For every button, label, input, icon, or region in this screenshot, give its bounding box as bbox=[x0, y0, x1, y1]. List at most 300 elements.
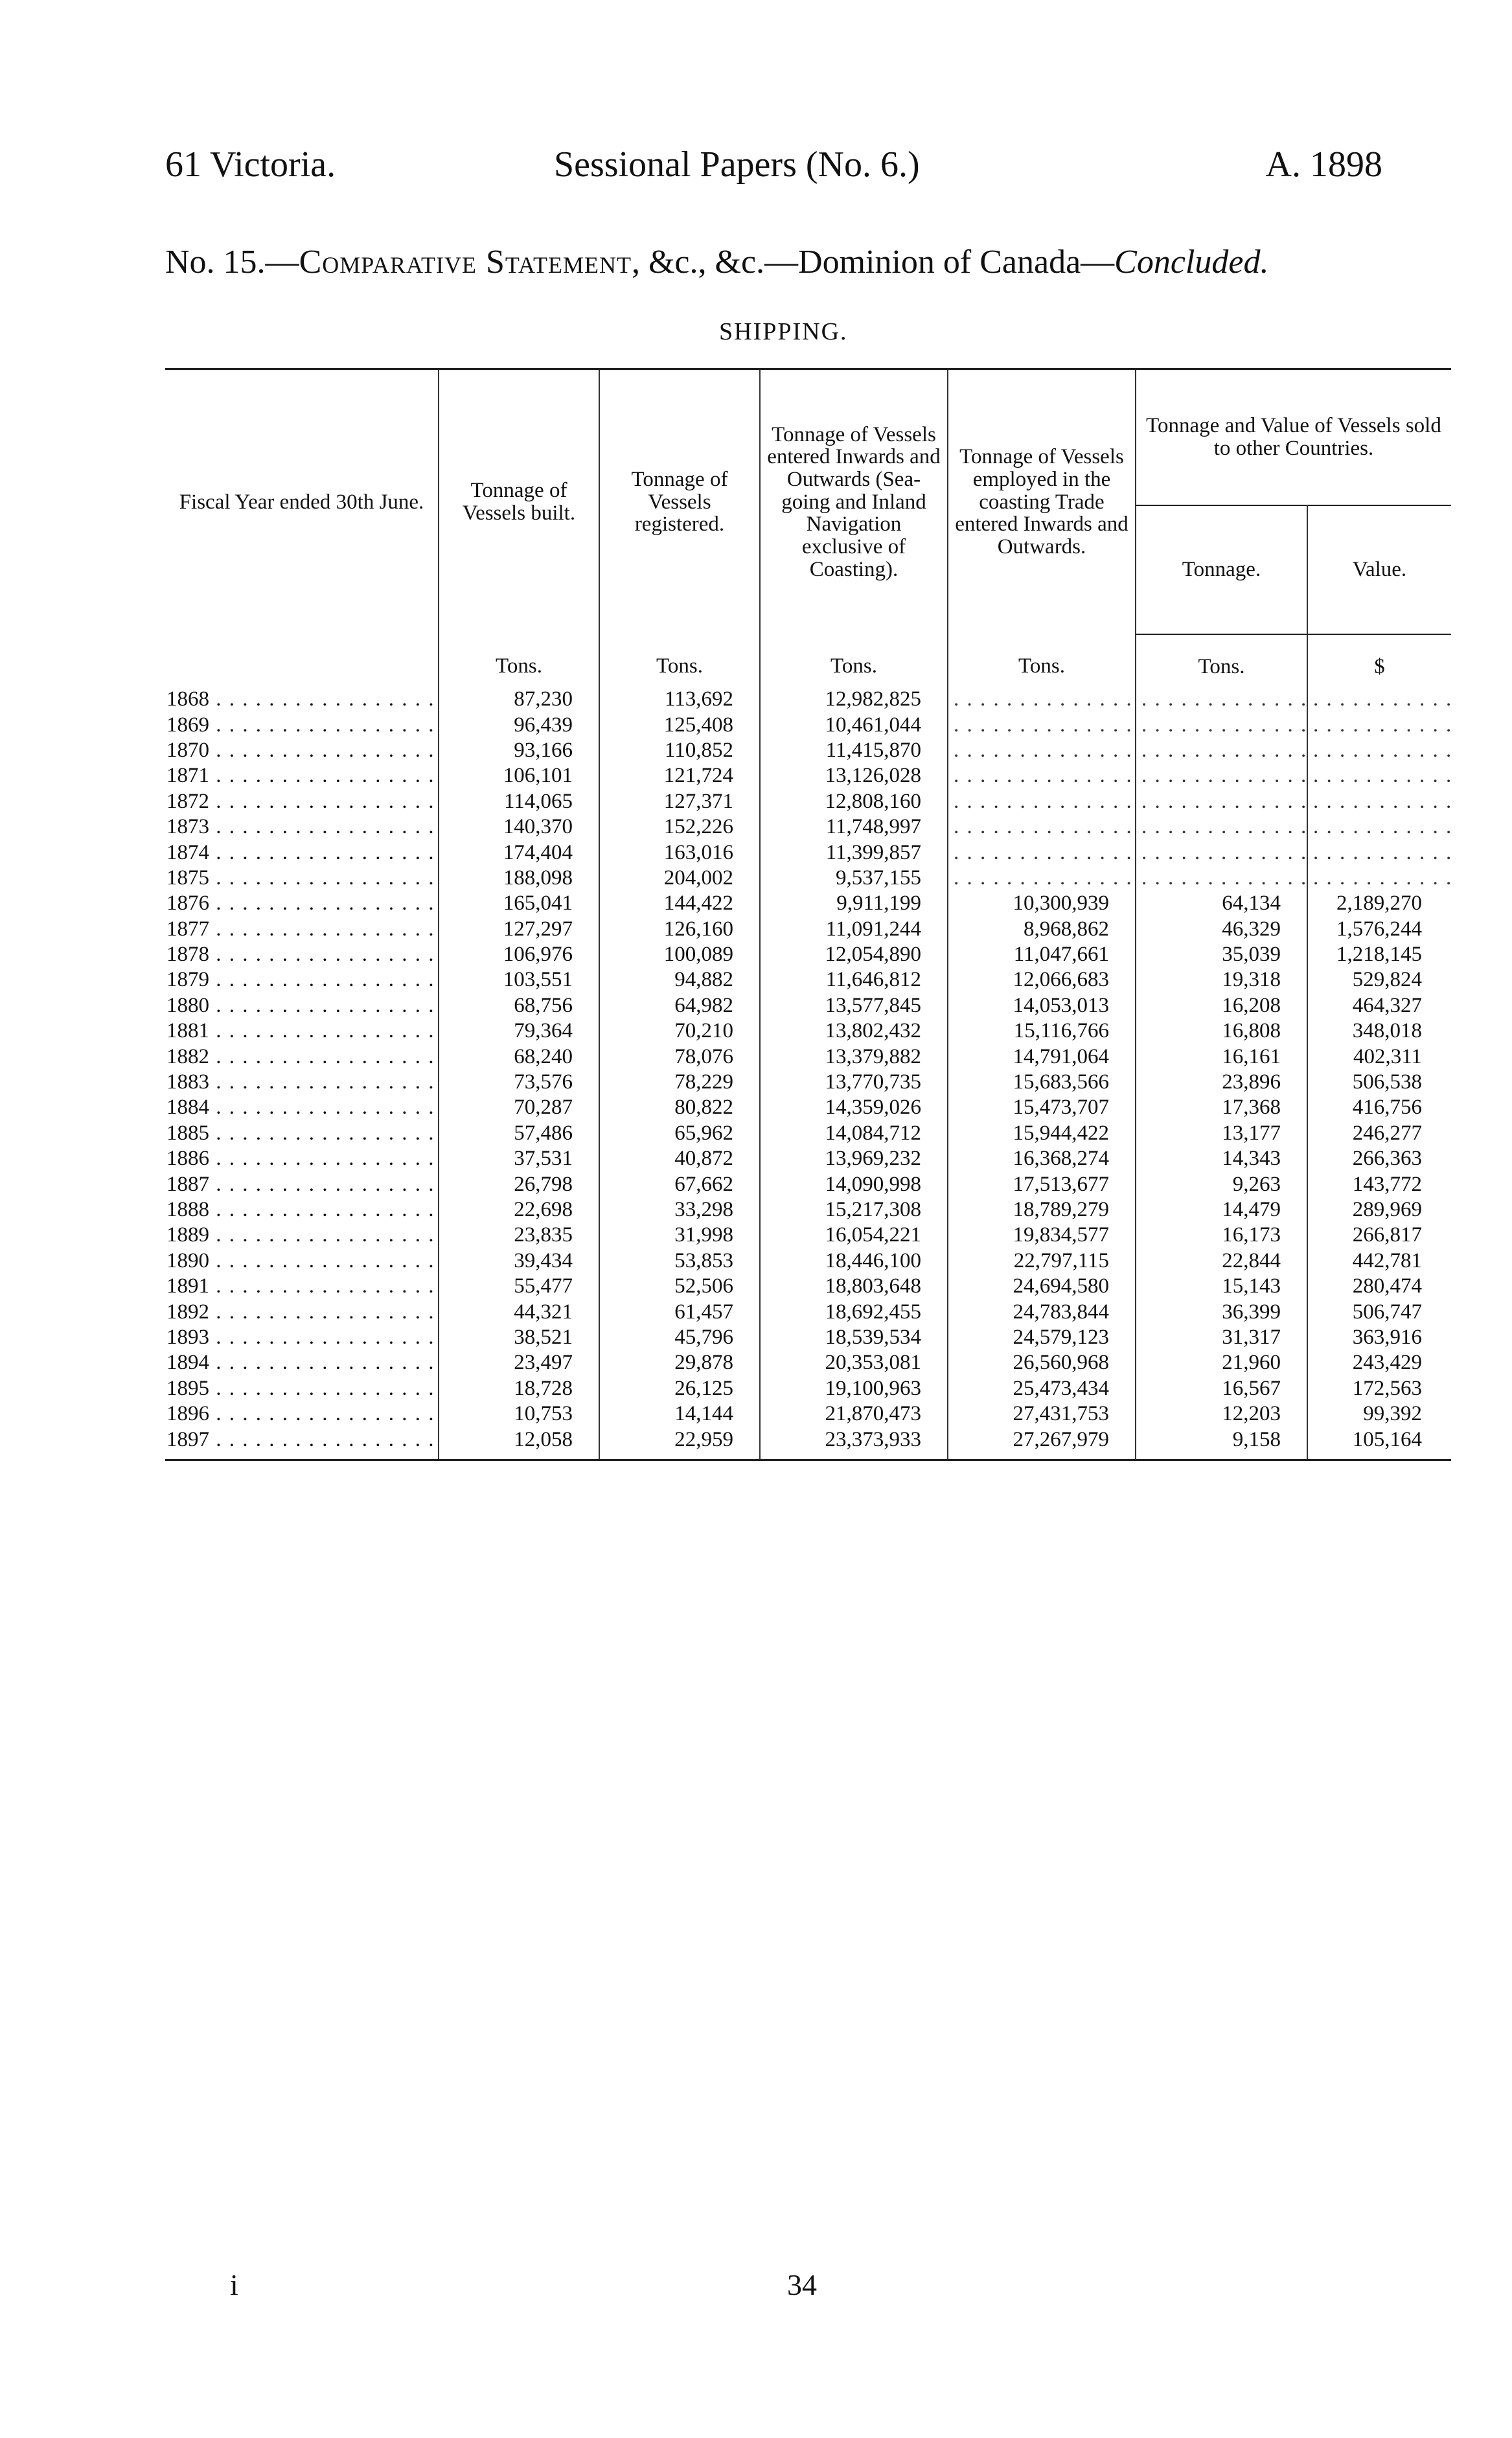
leader-dots bbox=[209, 1274, 439, 1298]
coasting-cell: 15,473,707 bbox=[948, 1095, 1136, 1120]
sea-going-cell: 12,808,160 bbox=[760, 789, 948, 814]
table-row bbox=[165, 1350, 1451, 1375]
sold-tonnage-cell: 13,177 bbox=[1136, 1121, 1307, 1146]
year-label: 1893 bbox=[166, 1325, 209, 1349]
coasting-cell bbox=[948, 814, 1136, 840]
leader-dots bbox=[209, 891, 439, 915]
registered-cell: 204,002 bbox=[599, 866, 760, 891]
year-cell bbox=[165, 738, 439, 763]
coasting-cell: 25,473,434 bbox=[948, 1376, 1136, 1401]
year-label: 1896 bbox=[166, 1402, 209, 1426]
year-cell bbox=[165, 687, 439, 712]
sea-going-cell: 11,415,870 bbox=[760, 738, 948, 763]
built-cell: 96,439 bbox=[439, 712, 599, 737]
sold-value-cell: 143,772 bbox=[1352, 1172, 1422, 1196]
built-cell: 44,321 bbox=[439, 1299, 599, 1324]
table-row bbox=[165, 1018, 1451, 1044]
coasting-cell: 10,300,939 bbox=[948, 891, 1136, 916]
built-cell: 37,531 bbox=[439, 1146, 599, 1171]
coasting-cell: 17,513,677 bbox=[948, 1171, 1136, 1197]
coasting-cell: 15,116,766 bbox=[948, 1018, 1136, 1044]
sold-value-cell: 280,474 bbox=[1352, 1274, 1422, 1298]
sold-value-cell bbox=[1307, 763, 1451, 788]
title-prefix: No. 15.— bbox=[165, 244, 299, 281]
year-label: 1885 bbox=[166, 1121, 209, 1145]
sold-tonnage-cell bbox=[1136, 763, 1307, 788]
registered-cell: 125,408 bbox=[599, 712, 760, 737]
built-cell: 165,041 bbox=[439, 891, 599, 916]
sea-going-cell: 18,539,534 bbox=[760, 1325, 948, 1350]
table-row bbox=[165, 1070, 1451, 1095]
sold-value-cell bbox=[1307, 712, 1451, 737]
sea-going-cell: 21,870,473 bbox=[760, 1401, 948, 1427]
sold-tonnage-cell: 64,134 bbox=[1136, 891, 1307, 916]
registered-cell: 14,144 bbox=[599, 1401, 760, 1427]
registered-cell: 163,016 bbox=[599, 840, 760, 865]
leader-dots bbox=[209, 1147, 439, 1170]
year-label: 1897 bbox=[166, 1427, 209, 1451]
table-row bbox=[165, 840, 1451, 865]
unit-sold-value: $ bbox=[1374, 654, 1385, 678]
leader-dots bbox=[209, 1045, 439, 1068]
registered-cell: 67,662 bbox=[599, 1171, 760, 1197]
column-header-sold-value: Value. bbox=[1307, 505, 1451, 634]
sold-tonnage-cell: 21,960 bbox=[1136, 1350, 1307, 1375]
coasting-cell: 14,053,013 bbox=[948, 993, 1136, 1018]
leader-dots bbox=[209, 1428, 439, 1451]
sea-going-cell: 18,692,455 bbox=[760, 1299, 948, 1324]
table-row bbox=[165, 814, 1451, 840]
coasting-cell: 8,968,862 bbox=[948, 917, 1136, 942]
sold-value-cell: 172,563 bbox=[1352, 1376, 1422, 1400]
year-label: 1895 bbox=[166, 1376, 209, 1400]
leader-dots bbox=[209, 917, 439, 941]
year-label: 1887 bbox=[166, 1172, 209, 1196]
sold-tonnage-cell: 17,368 bbox=[1136, 1095, 1307, 1120]
table-row bbox=[165, 866, 1451, 891]
year-label: 1869 bbox=[166, 713, 209, 737]
coasting-cell bbox=[948, 840, 1136, 865]
title-middle: , &c., &c.—Dominion of Canada— bbox=[631, 244, 1115, 281]
leader-dots bbox=[209, 841, 439, 864]
registered-cell: 70,210 bbox=[599, 1018, 760, 1044]
year-label: 1892 bbox=[166, 1300, 209, 1324]
sea-going-cell: 11,091,244 bbox=[760, 917, 948, 942]
sold-value-cell bbox=[1307, 687, 1451, 712]
sea-going-cell: 18,803,648 bbox=[760, 1274, 948, 1299]
leader-dots bbox=[209, 815, 439, 838]
coasting-cell: 19,834,577 bbox=[948, 1223, 1136, 1248]
sold-tonnage-cell: 22,844 bbox=[1136, 1248, 1307, 1274]
sea-going-cell: 20,353,081 bbox=[760, 1350, 948, 1375]
header-left: 61 Victoria. bbox=[165, 144, 336, 185]
built-cell: 70,287 bbox=[439, 1095, 599, 1120]
year-label: 1870 bbox=[166, 738, 209, 762]
coasting-cell: 14,791,064 bbox=[948, 1044, 1136, 1069]
header-center: Sessional Papers (No. 6.) bbox=[554, 144, 920, 185]
year-label: 1879 bbox=[166, 968, 209, 992]
table-row bbox=[165, 1299, 1451, 1324]
sold-value-cell: 529,824 bbox=[1352, 968, 1422, 992]
table-row bbox=[165, 917, 1451, 942]
registered-cell: 45,796 bbox=[599, 1325, 760, 1350]
coasting-cell bbox=[948, 712, 1136, 737]
sold-value-cell: 442,781 bbox=[1352, 1248, 1422, 1272]
table-row bbox=[165, 789, 1451, 814]
leader-dots bbox=[209, 1173, 439, 1196]
built-cell: 18,728 bbox=[439, 1376, 599, 1401]
sold-tonnage-cell bbox=[1136, 738, 1307, 763]
year-cell bbox=[165, 1197, 439, 1223]
sold-tonnage-cell bbox=[1136, 789, 1307, 814]
sold-tonnage-cell: 46,329 bbox=[1136, 917, 1307, 942]
sold-value-cell: 348,018 bbox=[1352, 1019, 1422, 1043]
year-label: 1874 bbox=[166, 840, 209, 864]
column-header-coasting: Tonnage of Vessels employed in the coasting Trade entered Inwards and Outwards. bbox=[948, 370, 1136, 634]
year-cell bbox=[165, 840, 439, 865]
sold-tonnage-cell: 14,343 bbox=[1136, 1146, 1307, 1171]
running-header bbox=[165, 144, 1447, 196]
footer-mark: i bbox=[230, 2268, 238, 2301]
sold-value-cell: 246,277 bbox=[1352, 1121, 1422, 1145]
registered-cell: 127,371 bbox=[599, 789, 760, 814]
header-right: A. 1898 bbox=[1265, 144, 1382, 185]
leader-dots bbox=[209, 1249, 439, 1272]
year-label: 1891 bbox=[166, 1274, 209, 1298]
table-header bbox=[165, 369, 1451, 635]
year-cell bbox=[165, 814, 439, 840]
leader-dots bbox=[209, 1377, 439, 1400]
year-cell bbox=[165, 1274, 439, 1299]
year-cell bbox=[165, 1121, 439, 1146]
sea-going-cell: 18,446,100 bbox=[760, 1248, 948, 1274]
year-cell bbox=[165, 1350, 439, 1375]
sea-going-cell: 13,770,735 bbox=[760, 1070, 948, 1095]
built-cell: 68,240 bbox=[439, 1044, 599, 1069]
leader-dots bbox=[209, 687, 439, 711]
sea-going-cell: 11,399,857 bbox=[760, 840, 948, 865]
year-label: 1875 bbox=[166, 866, 209, 890]
registered-cell: 31,998 bbox=[599, 1223, 760, 1248]
sold-tonnage-cell bbox=[1136, 866, 1307, 891]
table-row bbox=[165, 993, 1451, 1018]
title-suffix: Concluded. bbox=[1114, 244, 1269, 281]
table-row bbox=[165, 1171, 1451, 1197]
year-label: 1876 bbox=[166, 891, 209, 915]
leader-dots bbox=[209, 943, 439, 966]
leader-dots bbox=[209, 1198, 439, 1221]
column-header-sea-going: Tonnage of Vessels entered Inwards and Outwards (Sea-going and Inland Navigation exclusive of Coasting). bbox=[760, 370, 948, 634]
sold-tonnage-cell: 35,039 bbox=[1136, 942, 1307, 967]
registered-cell: 52,506 bbox=[599, 1274, 760, 1299]
sold-tonnage-cell: 9,263 bbox=[1136, 1171, 1307, 1197]
sold-value-cell: 243,429 bbox=[1352, 1351, 1422, 1375]
sea-going-cell: 11,646,812 bbox=[760, 967, 948, 993]
sold-tonnage-cell: 16,808 bbox=[1136, 1018, 1307, 1044]
registered-cell: 121,724 bbox=[599, 763, 760, 788]
sold-value-cell: 2,189,270 bbox=[1336, 891, 1422, 915]
registered-cell: 29,878 bbox=[599, 1350, 760, 1375]
built-cell: 55,477 bbox=[439, 1274, 599, 1299]
year-cell bbox=[165, 1401, 439, 1427]
sea-going-cell: 10,461,044 bbox=[760, 712, 948, 737]
year-cell bbox=[165, 1146, 439, 1171]
year-label: 1880 bbox=[166, 993, 209, 1017]
sold-value-cell bbox=[1307, 789, 1451, 814]
year-label: 1872 bbox=[166, 789, 209, 813]
leader-dots bbox=[209, 1019, 439, 1042]
table-row bbox=[165, 1274, 1451, 1299]
coasting-cell: 24,579,123 bbox=[948, 1325, 1136, 1350]
built-cell: 22,698 bbox=[439, 1197, 599, 1223]
coasting-cell: 24,783,844 bbox=[948, 1299, 1136, 1324]
coasting-cell bbox=[948, 763, 1136, 788]
registered-cell: 65,962 bbox=[599, 1121, 760, 1146]
table-row bbox=[165, 1121, 1451, 1146]
year-cell bbox=[165, 967, 439, 993]
sea-going-cell: 13,969,232 bbox=[760, 1146, 948, 1171]
registered-cell: 113,692 bbox=[599, 687, 760, 712]
sold-tonnage-cell: 36,399 bbox=[1136, 1299, 1307, 1324]
built-cell: 140,370 bbox=[439, 814, 599, 840]
registered-cell: 64,982 bbox=[599, 993, 760, 1018]
coasting-cell: 16,368,274 bbox=[948, 1146, 1136, 1171]
sold-value-cell bbox=[1307, 814, 1451, 840]
year-cell bbox=[165, 1248, 439, 1274]
sold-tonnage-cell bbox=[1136, 712, 1307, 737]
table-row bbox=[165, 687, 1451, 712]
registered-cell: 100,089 bbox=[599, 942, 760, 967]
table-row bbox=[165, 1401, 1451, 1427]
year-label: 1883 bbox=[166, 1070, 209, 1094]
sea-going-cell: 12,054,890 bbox=[760, 942, 948, 967]
leader-dots bbox=[209, 739, 439, 762]
sea-going-cell: 11,748,997 bbox=[760, 814, 948, 840]
built-cell: 106,101 bbox=[439, 763, 599, 788]
coasting-cell: 12,066,683 bbox=[948, 967, 1136, 993]
leader-dots bbox=[209, 1402, 439, 1425]
sold-tonnage-cell: 9,158 bbox=[1136, 1427, 1307, 1460]
sold-value-cell: 99,392 bbox=[1363, 1402, 1422, 1426]
leader-dots bbox=[209, 994, 439, 1017]
built-cell: 39,434 bbox=[439, 1248, 599, 1274]
sea-going-cell: 9,911,199 bbox=[760, 891, 948, 916]
sold-tonnage-cell: 15,143 bbox=[1136, 1274, 1307, 1299]
registered-cell: 26,125 bbox=[599, 1376, 760, 1401]
year-cell bbox=[165, 993, 439, 1018]
coasting-cell: 11,047,661 bbox=[948, 942, 1136, 967]
year-cell bbox=[165, 1018, 439, 1044]
table-row bbox=[165, 942, 1451, 967]
sold-tonnage-cell: 31,317 bbox=[1136, 1325, 1307, 1350]
unit-coasting: Tons. bbox=[948, 634, 1136, 687]
coasting-cell: 27,431,753 bbox=[948, 1401, 1136, 1427]
coasting-cell bbox=[948, 687, 1136, 712]
sea-going-cell: 12,982,825 bbox=[760, 687, 948, 712]
sold-value-cell: 266,363 bbox=[1352, 1147, 1422, 1171]
sold-value-cell: 464,327 bbox=[1352, 993, 1422, 1017]
year-cell bbox=[165, 1223, 439, 1248]
sea-going-cell: 14,090,998 bbox=[760, 1171, 948, 1197]
year-cell bbox=[165, 942, 439, 967]
column-header-sold-group: Tonnage and Value of Vessels sold to other Countries. bbox=[1146, 414, 1441, 460]
registered-cell: 152,226 bbox=[599, 814, 760, 840]
year-cell bbox=[165, 712, 439, 737]
sea-going-cell: 19,100,963 bbox=[760, 1376, 948, 1401]
sold-value-cell: 289,969 bbox=[1352, 1198, 1422, 1221]
title-label: Comparative Statement bbox=[299, 244, 632, 281]
built-cell: 12,058 bbox=[439, 1427, 599, 1460]
registered-cell: 61,457 bbox=[599, 1299, 760, 1324]
table-row bbox=[165, 1248, 1451, 1274]
registered-cell: 40,872 bbox=[599, 1146, 760, 1171]
year-cell bbox=[165, 866, 439, 891]
table-row bbox=[165, 1325, 1451, 1350]
sold-tonnage-cell: 16,161 bbox=[1136, 1044, 1307, 1069]
shipping-table-wrapper bbox=[165, 368, 1451, 1466]
sea-going-cell: 23,373,933 bbox=[760, 1427, 948, 1460]
leader-dots bbox=[209, 1070, 439, 1094]
table-body bbox=[165, 687, 1451, 1460]
table-row bbox=[165, 1095, 1451, 1120]
year-cell bbox=[165, 1325, 439, 1350]
unit-sold-tonnage: Tons. bbox=[1136, 634, 1307, 687]
sold-tonnage-cell: 12,203 bbox=[1136, 1401, 1307, 1427]
sold-value-cell bbox=[1307, 738, 1451, 763]
built-cell: 38,521 bbox=[439, 1325, 599, 1350]
registered-cell: 53,853 bbox=[599, 1248, 760, 1274]
sold-value-cell: 1,576,244 bbox=[1336, 917, 1422, 941]
leader-dots bbox=[209, 866, 439, 890]
year-label: 1868 bbox=[166, 687, 209, 711]
units-row bbox=[165, 634, 1451, 687]
leader-dots bbox=[209, 968, 439, 991]
built-cell: 127,297 bbox=[439, 917, 599, 942]
statement-title bbox=[165, 243, 1461, 281]
leader-dots bbox=[209, 790, 439, 813]
built-cell: 93,166 bbox=[439, 738, 599, 763]
year-cell bbox=[165, 1044, 439, 1069]
year-label: 1871 bbox=[166, 764, 209, 788]
built-cell: 188,098 bbox=[439, 866, 599, 891]
table-row bbox=[165, 1427, 1451, 1460]
sea-going-cell: 9,537,155 bbox=[760, 866, 948, 891]
sold-value-cell: 416,756 bbox=[1352, 1096, 1422, 1120]
leader-dots bbox=[209, 1223, 439, 1247]
built-cell: 73,576 bbox=[439, 1070, 599, 1095]
sold-value-cell: 506,747 bbox=[1352, 1300, 1422, 1324]
registered-cell: 144,422 bbox=[599, 891, 760, 916]
sold-tonnage-cell: 16,567 bbox=[1136, 1376, 1307, 1401]
section-title: SHIPPING. bbox=[719, 318, 848, 345]
sold-value-cell: 506,538 bbox=[1352, 1070, 1422, 1094]
built-cell: 10,753 bbox=[439, 1401, 599, 1427]
year-cell bbox=[165, 1171, 439, 1197]
table-row bbox=[165, 1376, 1451, 1401]
leader-dots bbox=[209, 764, 439, 787]
coasting-cell: 22,797,115 bbox=[948, 1248, 1136, 1274]
sold-tonnage-cell: 23,896 bbox=[1136, 1070, 1307, 1095]
registered-cell: 94,882 bbox=[599, 967, 760, 993]
sold-tonnage-cell bbox=[1136, 840, 1307, 865]
built-cell: 114,065 bbox=[439, 789, 599, 814]
year-cell bbox=[165, 1095, 439, 1120]
built-cell: 79,364 bbox=[439, 1018, 599, 1044]
sea-going-cell: 15,217,308 bbox=[760, 1197, 948, 1223]
built-cell: 174,404 bbox=[439, 840, 599, 865]
coasting-cell: 24,694,580 bbox=[948, 1274, 1136, 1299]
sold-value-cell: 402,311 bbox=[1353, 1044, 1422, 1068]
sold-value-cell bbox=[1307, 866, 1451, 891]
year-cell bbox=[165, 891, 439, 916]
coasting-cell: 27,267,979 bbox=[948, 1427, 1136, 1460]
leader-dots bbox=[209, 1351, 439, 1374]
built-cell: 26,798 bbox=[439, 1171, 599, 1197]
sea-going-cell: 13,126,028 bbox=[760, 763, 948, 788]
year-cell bbox=[165, 1427, 439, 1460]
sea-going-cell: 16,054,221 bbox=[760, 1223, 948, 1248]
year-label: 1886 bbox=[166, 1147, 209, 1171]
registered-cell: 78,229 bbox=[599, 1070, 760, 1095]
registered-cell: 80,822 bbox=[599, 1095, 760, 1120]
sold-value-cell: 363,916 bbox=[1352, 1325, 1422, 1349]
built-cell: 23,835 bbox=[439, 1223, 599, 1248]
column-header-year: Fiscal Year ended 30th June. bbox=[165, 370, 439, 634]
unit-registered: Tons. bbox=[599, 634, 760, 687]
year-cell bbox=[165, 917, 439, 942]
year-label: 1877 bbox=[166, 917, 209, 941]
coasting-cell bbox=[948, 738, 1136, 763]
built-cell: 57,486 bbox=[439, 1121, 599, 1146]
units-row-group bbox=[165, 634, 1451, 687]
sold-tonnage-cell bbox=[1136, 687, 1307, 712]
registered-cell: 110,852 bbox=[599, 738, 760, 763]
page-number: 34 bbox=[787, 2268, 817, 2301]
coasting-cell bbox=[948, 866, 1136, 891]
year-label: 1873 bbox=[166, 815, 209, 839]
sold-value-cell bbox=[1307, 840, 1451, 865]
table-row bbox=[165, 1044, 1451, 1069]
shipping-table bbox=[165, 368, 1451, 1466]
sea-going-cell: 13,802,432 bbox=[760, 1018, 948, 1044]
leader-dots bbox=[209, 1300, 439, 1324]
year-cell bbox=[165, 1299, 439, 1324]
year-label: 1889 bbox=[166, 1223, 209, 1247]
column-header-sold-tonnage: Tonnage. bbox=[1136, 505, 1307, 634]
table-row bbox=[165, 1223, 1451, 1248]
built-cell: 68,756 bbox=[439, 993, 599, 1018]
table-row bbox=[165, 763, 1451, 788]
year-label: 1882 bbox=[166, 1044, 209, 1068]
sea-going-cell: 13,379,882 bbox=[760, 1044, 948, 1069]
built-cell: 87,230 bbox=[439, 687, 599, 712]
year-cell bbox=[165, 763, 439, 788]
leader-dots bbox=[209, 1326, 439, 1349]
year-cell bbox=[165, 1376, 439, 1401]
coasting-cell: 18,789,279 bbox=[948, 1197, 1136, 1223]
coasting-cell: 15,944,422 bbox=[948, 1121, 1136, 1146]
year-label: 1888 bbox=[166, 1198, 209, 1221]
coasting-cell bbox=[948, 789, 1136, 814]
unit-built: Tons. bbox=[439, 634, 599, 687]
sold-tonnage-cell: 19,318 bbox=[1136, 967, 1307, 993]
year-label: 1884 bbox=[166, 1096, 209, 1120]
table-row bbox=[165, 967, 1451, 993]
built-cell: 23,497 bbox=[439, 1350, 599, 1375]
coasting-cell: 26,560,968 bbox=[948, 1350, 1136, 1375]
sold-tonnage-cell: 16,173 bbox=[1136, 1223, 1307, 1248]
unit-sea-going: Tons. bbox=[760, 634, 948, 687]
